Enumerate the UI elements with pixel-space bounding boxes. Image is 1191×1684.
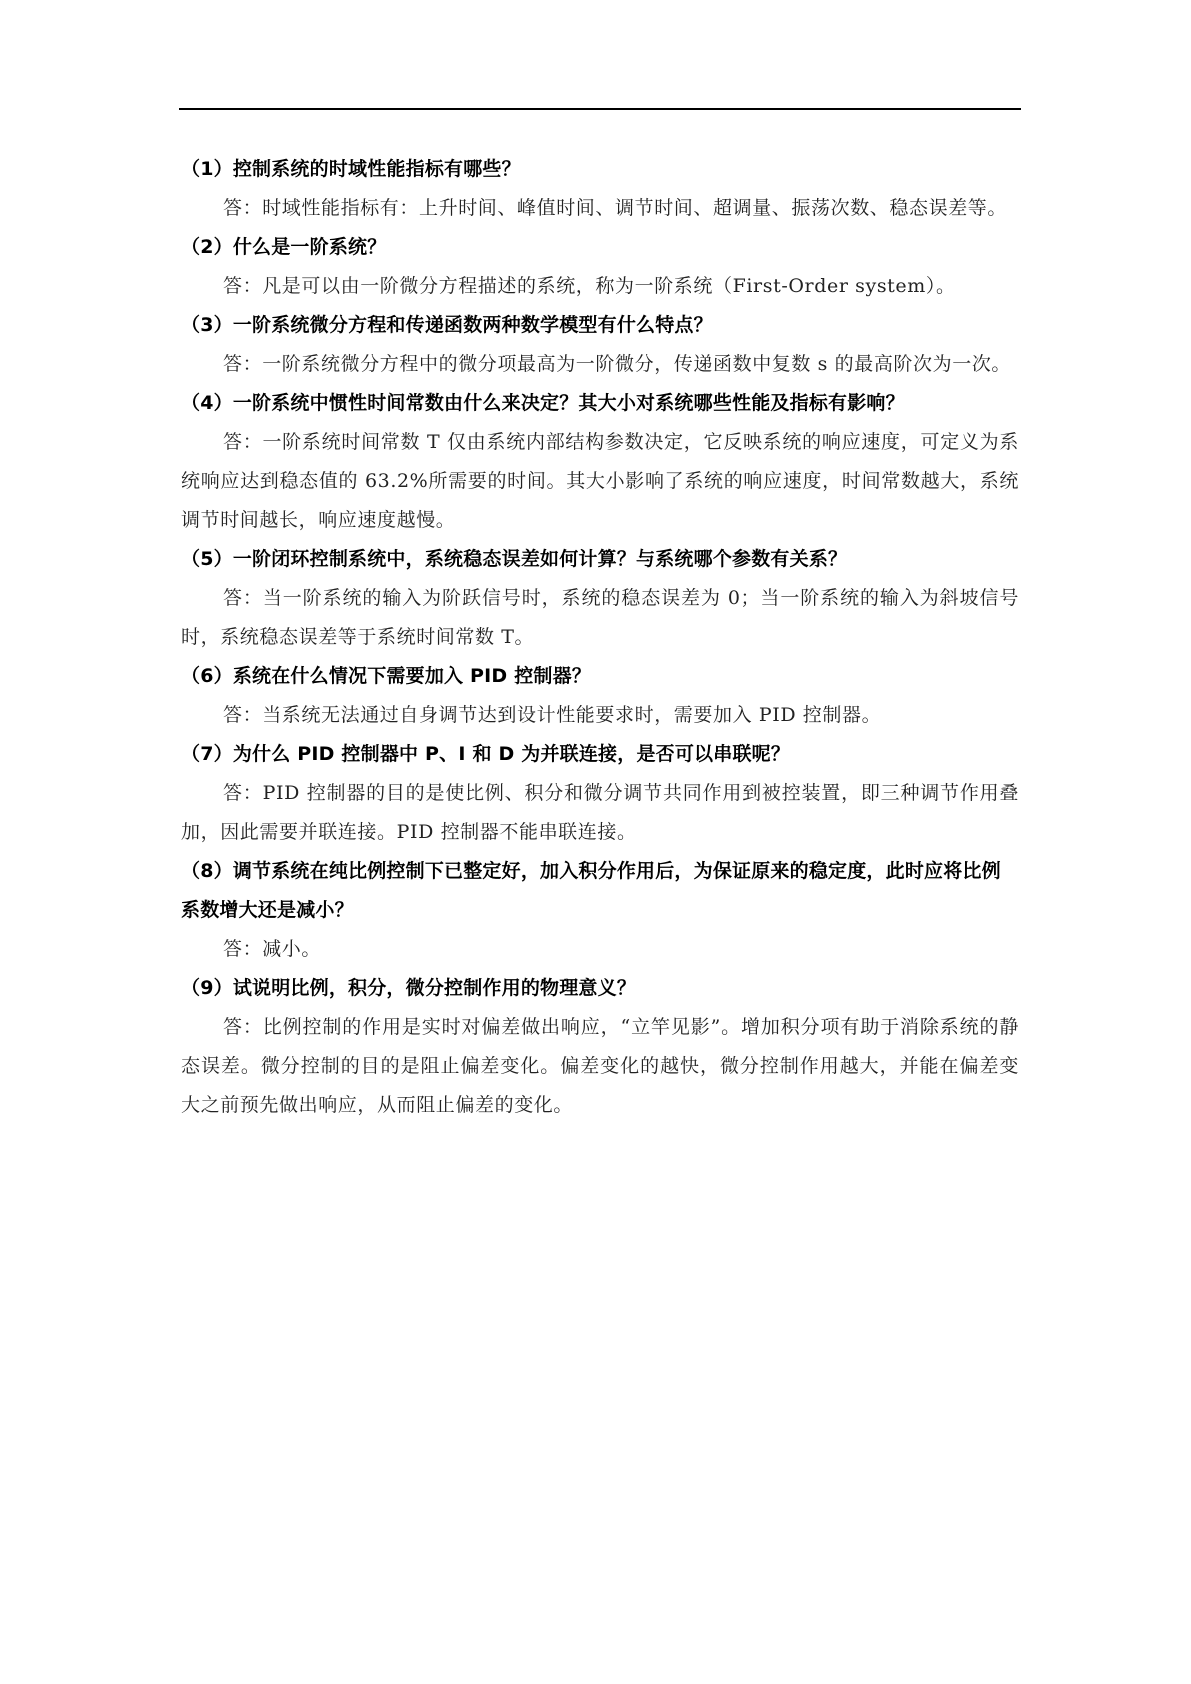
answer-3: 答：一阶系统微分方程中的微分项最高为一阶微分，传递函数中复数 s 的最高阶次为一次。 [223, 353, 1012, 375]
answer-6: 答：当系统无法通过自身调节达到设计性能要求时，需要加入 PID 控制器。 [223, 704, 882, 726]
answer-4: 答：一阶系统时间常数 T 仅由系统内部结构参数决定，它反映系统的响应速度，可定义为系统响应达到稳态值的 63.2%所需要的时间。其大小影响了系统的响应速度，时间常数越大，系统调节时间越长，响应速度越慢。 [181, 431, 1019, 531]
question-9: （9）试说明比例，积分，微分控制作用的物理意义？ [181, 977, 637, 999]
qa-list [181, 150, 1019, 1125]
question-5: （5）一阶闭环控制系统中，系统稳态误差如何计算？与系统哪个参数有关系？ [181, 548, 848, 570]
answer-8: 答：减小。 [223, 938, 322, 960]
question-4: （4）一阶系统中惯性时间常数由什么来决定？其大小对系统哪些性能及指标有影响？ [181, 392, 905, 414]
question-3: （3）一阶系统微分方程和传递函数两种数学模型有什么特点？ [181, 314, 713, 336]
question-2: （2）什么是一阶系统？ [181, 236, 387, 258]
header-rule [179, 108, 1021, 110]
question-7: （7）为什么 PID 控制器中 P、I 和 D 为并联连接，是否可以串联呢？ [181, 743, 791, 765]
answer-2: 答：凡是可以由一阶微分方程描述的系统，称为一阶系统（First-Order system）。 [223, 275, 956, 297]
answer-9: 答：比例控制的作用是实时对偏差做出响应，“立竿见影”。增加积分项有助于消除系统的静态误差。微分控制的目的是阻止偏差变化。偏差变化的越快，微分控制作用越大，并能在偏差变大之前预先做出响应，从而阻止偏差的变化。 [181, 1016, 1019, 1116]
answer-5: 答：当一阶系统的输入为阶跃信号时，系统的稳态误差为 0；当一阶系统的输入为斜坡信号时，系统稳态误差等于系统时间常数 T。 [181, 587, 1019, 648]
question-1: （1）控制系统的时域性能指标有哪些？ [181, 158, 521, 180]
answer-1: 答：时域性能指标有：上升时间、峰值时间、调节时间、超调量、振荡次数、稳态误差等。 [223, 197, 1008, 219]
question-8: （8）调节系统在纯比例控制下已整定好，加入积分作用后，为保证原来的稳定度，此时应将比例系数增大还是减小？ [181, 860, 1001, 921]
question-6: （6）系统在什么情况下需要加入 PID 控制器？ [181, 665, 592, 687]
answer-7: 答：PID 控制器的目的是使比例、积分和微分调节共同作用到被控装置，即三种调节作用叠加，因此需要并联连接。PID 控制器不能串联连接。 [181, 782, 1019, 843]
